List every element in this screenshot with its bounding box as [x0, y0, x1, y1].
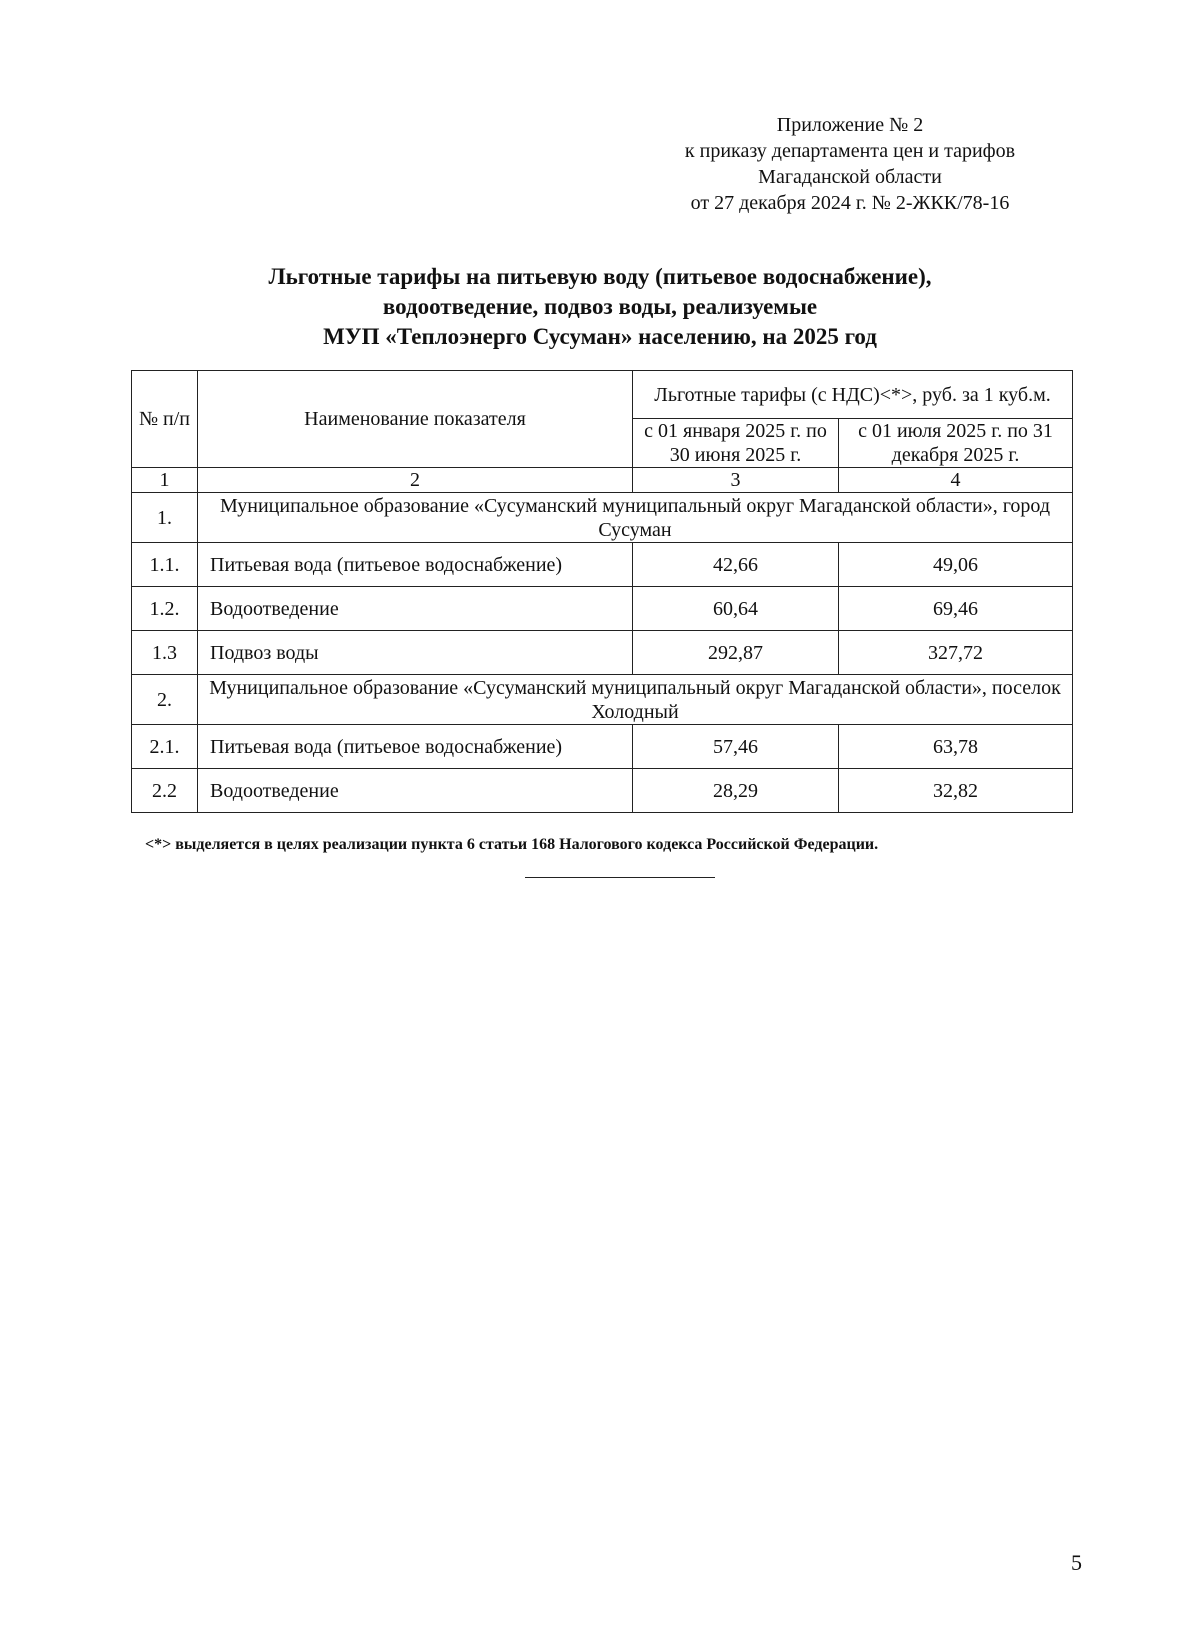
- column-number: 2: [198, 468, 633, 493]
- page-number: 5: [1071, 1550, 1082, 1575]
- annex-header: [620, 112, 1080, 216]
- row-name: Питьевая вода (питьевое водоснабжение): [198, 725, 633, 769]
- section-num: 1.: [132, 493, 198, 543]
- row-value-period-1: 60,64: [633, 587, 839, 631]
- annex-line-2: к приказу департамента цен и тарифов: [684, 140, 1016, 162]
- row-num: 1.2.: [132, 587, 198, 631]
- tariff-table: [131, 370, 1073, 813]
- document-title: [130, 262, 1070, 352]
- section-title: Муниципальное образование «Сусуманский муниципальный округ Магаданской области», поселок Холодный: [198, 675, 1073, 725]
- table-row: [132, 543, 1073, 587]
- closing-rule: [525, 877, 715, 878]
- row-num: 2.2: [132, 769, 198, 813]
- row-num: 1.1.: [132, 543, 198, 587]
- row-name: Питьевая вода (питьевое водоснабжение): [198, 543, 633, 587]
- header-num: № п/п: [132, 371, 198, 468]
- header-period-1: с 01 января 2025 г. по 30 июня 2025 г.: [633, 419, 839, 468]
- section-num: 2.: [132, 675, 198, 725]
- column-number: 1: [132, 468, 198, 493]
- table-row: [132, 769, 1073, 813]
- section-row: [132, 493, 1073, 543]
- section-row: [132, 675, 1073, 725]
- row-value-period-1: 42,66: [633, 543, 839, 587]
- row-name: Водоотведение: [198, 587, 633, 631]
- annex-line-3: Магаданской области: [758, 166, 942, 188]
- table-row: [132, 725, 1073, 769]
- row-name: Подвоз воды: [198, 631, 633, 675]
- row-value-period-1: 57,46: [633, 725, 839, 769]
- title-line-3: МУП «Теплоэнерго Сусуман» населению, на 2025 год: [323, 324, 877, 349]
- section-title: Муниципальное образование «Сусуманский муниципальный округ Магаданской области», город Сусуман: [198, 493, 1073, 543]
- header-period-2: с 01 июля 2025 г. по 31 декабря 2025 г.: [839, 419, 1073, 468]
- column-number-row: [132, 468, 1073, 493]
- table-row: [132, 631, 1073, 675]
- column-number: 3: [633, 468, 839, 493]
- header-name: Наименование показателя: [198, 371, 633, 468]
- row-value-period-1: 28,29: [633, 769, 839, 813]
- annex-line-1: Приложение № 2: [776, 114, 924, 136]
- row-value-period-2: 32,82: [839, 769, 1073, 813]
- title-line-1: Льготные тарифы на питьевую воду (питьевое водоснабжение),: [268, 264, 932, 289]
- annex-line-4: от 27 декабря 2024 г. № 2-ЖКК/78-16: [690, 192, 1010, 214]
- row-value-period-2: 69,46: [839, 587, 1073, 631]
- column-number: 4: [839, 468, 1073, 493]
- header-tariffs: Льготные тарифы (с НДС)<*>, руб. за 1 куб.м.: [633, 371, 1073, 419]
- title-line-2: водоотведение, подвоз воды, реализуемые: [382, 294, 818, 319]
- footnote: <*> выделяется в целях реализации пункта 6 статьи 168 Налогового кодекса Российской Федерации.: [145, 836, 879, 853]
- row-value-period-2: 63,78: [839, 725, 1073, 769]
- row-value-period-2: 49,06: [839, 543, 1073, 587]
- row-value-period-2: 327,72: [839, 631, 1073, 675]
- table-row: [132, 587, 1073, 631]
- row-num: 1.3: [132, 631, 198, 675]
- row-num: 2.1.: [132, 725, 198, 769]
- row-name: Водоотведение: [198, 769, 633, 813]
- row-value-period-1: 292,87: [633, 631, 839, 675]
